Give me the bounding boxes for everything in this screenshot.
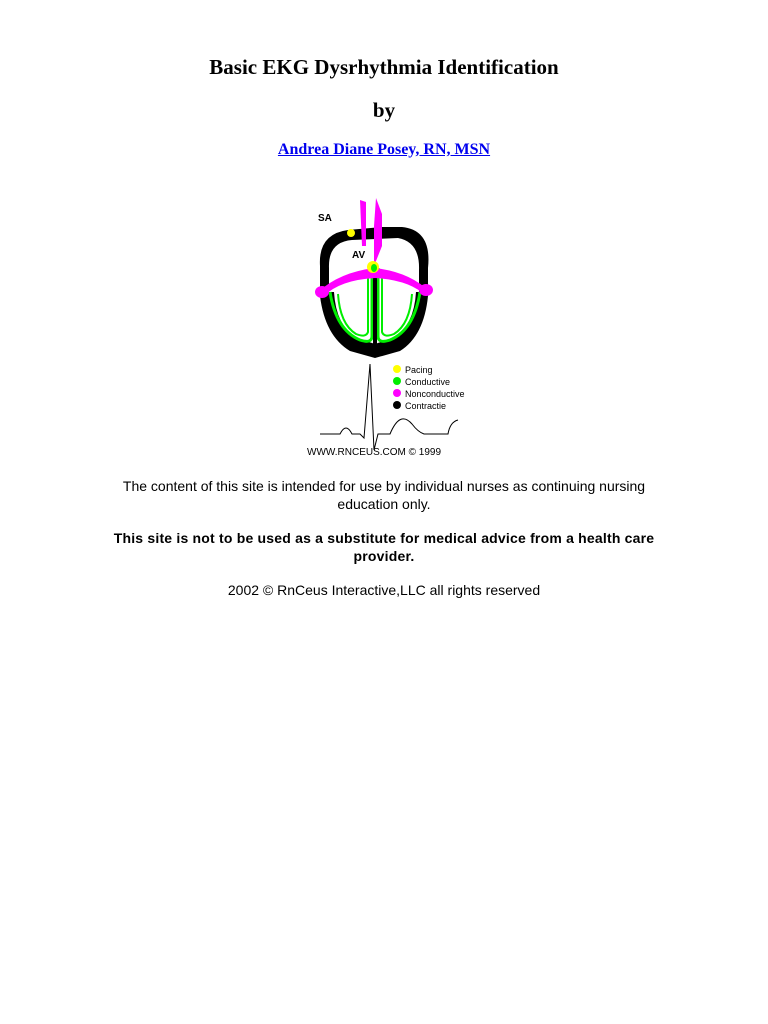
sa-node xyxy=(347,229,355,237)
legend-nonconductive-icon xyxy=(393,389,401,397)
av-label: AV xyxy=(352,250,366,261)
author-line xyxy=(0,140,768,160)
page-title: Basic EKG Dysrhythmia Identification xyxy=(209,55,559,79)
legend-conductive-label: Conductive xyxy=(405,377,451,387)
heart-conduction-figure xyxy=(300,196,480,464)
sa-label: SA xyxy=(318,213,332,224)
legend-contractile-label: Contractie xyxy=(405,401,447,411)
byline: by xyxy=(372,98,396,122)
legend-pacing-icon xyxy=(393,365,401,373)
heart-conduction-diagram xyxy=(300,196,480,464)
intended-use-text: The content of this site is intended for use by individual nurses as continuing nursing education only. xyxy=(122,478,646,512)
valve-left-node xyxy=(315,286,329,298)
legend-contractile-icon xyxy=(393,401,401,409)
medical-disclaimer: This site is not to be used as a substitute for medical advice from a health care provider. xyxy=(113,530,655,564)
copyright-notice: 2002 © RnCeus Interactive,LLC all rights reserved xyxy=(227,582,541,598)
valve-right-node xyxy=(419,284,433,296)
legend-pacing-label: Pacing xyxy=(405,365,433,375)
legend-nonconductive-label: Nonconductive xyxy=(405,389,465,399)
av-node-core xyxy=(371,264,377,272)
legend-conductive-icon xyxy=(393,377,401,385)
figure-credit: WWW.RNCEUS.COM © 1999 xyxy=(307,447,442,458)
author-link[interactable]: Andrea Diane Posey, RN, MSN xyxy=(277,141,491,158)
